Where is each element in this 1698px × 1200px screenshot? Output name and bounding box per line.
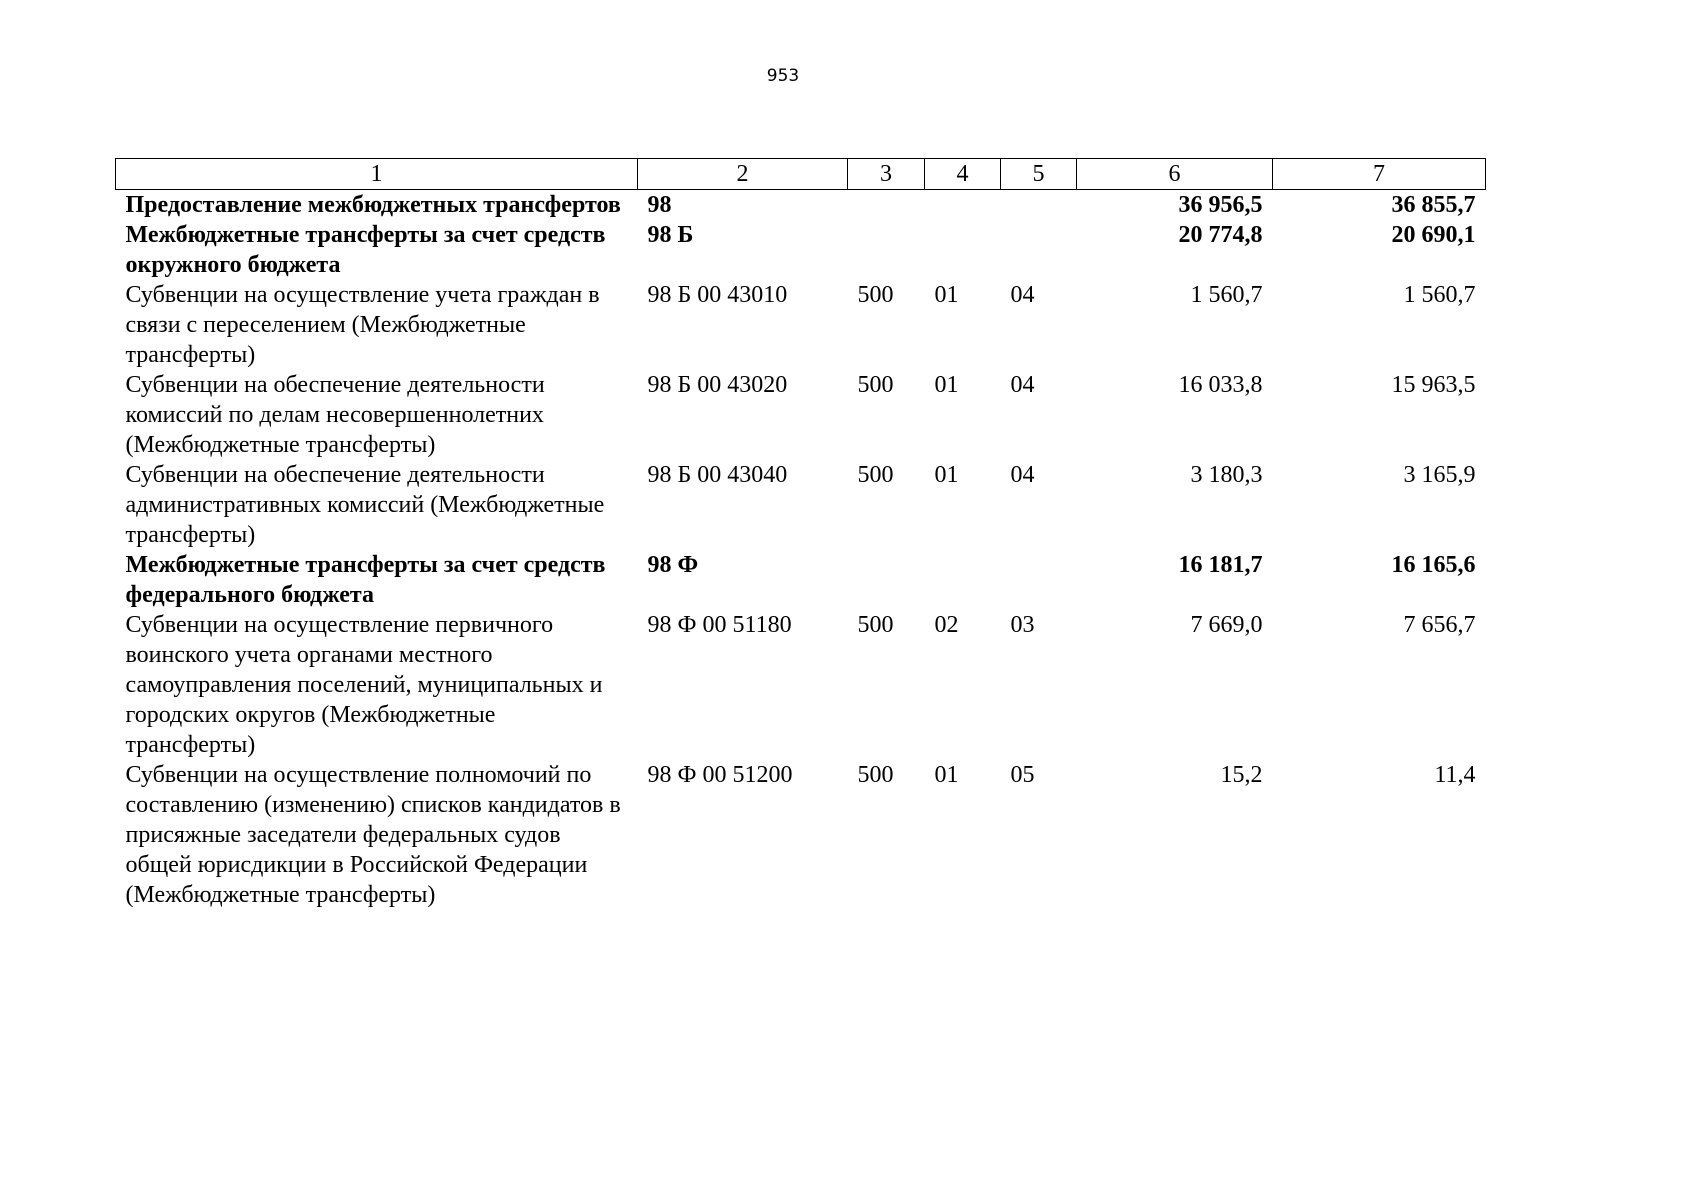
row-sum-1: 16 181,7: [1178, 552, 1263, 578]
row-sum-2: 20 690,1: [1391, 222, 1476, 248]
table-row: [116, 760, 1486, 910]
row-sum-2: 7 656,7: [1403, 612, 1476, 638]
row-pr: [1001, 220, 1077, 280]
row-name: Межбюджетные трансферты за счет средств окружного бюджета: [125, 222, 606, 278]
table-row: [116, 190, 1486, 221]
row-vr: [848, 190, 925, 221]
row-vr: [848, 550, 925, 610]
row-sum-2: 11,4: [1434, 762, 1476, 788]
row-code: 98 Б 00 43010: [647, 282, 788, 308]
row-name: Межбюджетные трансферты за счет средств федерального бюджета: [125, 552, 606, 608]
row-rz: [925, 220, 1001, 280]
row-rz: [925, 550, 1001, 610]
row-code: 98 Б 00 43020: [647, 372, 788, 398]
row-sum-1: 3 180,3: [1190, 462, 1263, 488]
column-header-3: 3: [848, 159, 925, 190]
row-name: Субвенции на осуществление первичного воинского учета органами местного самоуправления поселений, муниципальных и городских округов (Межбюджетные трансферты): [125, 612, 603, 758]
table-row: [116, 460, 1486, 550]
row-rz: 01: [934, 762, 959, 788]
row-pr: 04: [1010, 372, 1035, 398]
row-code: 98 Б: [647, 222, 694, 248]
row-vr: [848, 220, 925, 280]
row-pr: 05: [1010, 762, 1035, 788]
row-pr: 04: [1010, 462, 1035, 488]
row-sum-1: 7 669,0: [1190, 612, 1263, 638]
row-sum-1: 16 033,8: [1178, 372, 1263, 398]
row-code: 98 Ф 00 51180: [647, 612, 792, 638]
row-sum-1: 1 560,7: [1190, 282, 1263, 308]
row-name: Субвенции на обеспечение деятельности административных комиссий (Межбюджетные трансферты): [125, 462, 605, 548]
row-name: Субвенции на осуществление полномочий по составлению (изменению) списков кандидатов в присяжные заседатели федеральных судов общей юрисдикции в Российской Федерации (Межбюджетные трансферты): [125, 762, 621, 908]
page-number: 953: [766, 66, 800, 86]
row-name: Субвенции на осуществление учета граждан в связи с переселением (Межбюджетные трансферты): [125, 282, 600, 368]
row-rz: 01: [934, 372, 959, 398]
row-vr: 500: [857, 612, 894, 638]
table-row: [116, 220, 1486, 280]
column-header-5: 5: [1001, 159, 1077, 190]
table-header-row: [116, 159, 1486, 190]
row-sum-2: 1 560,7: [1403, 282, 1476, 308]
table-row: [116, 550, 1486, 610]
table-row: [116, 280, 1486, 370]
row-sum-2: 36 855,7: [1391, 192, 1476, 218]
row-code: 98: [647, 192, 672, 218]
column-header-4: 4: [925, 159, 1001, 190]
row-sum-1: 20 774,8: [1178, 222, 1263, 248]
row-pr: [1001, 190, 1077, 221]
column-header-2: 2: [638, 159, 848, 190]
row-sum-2: 3 165,9: [1403, 462, 1476, 488]
row-sum-1: 15,2: [1220, 762, 1263, 788]
row-sum-2: 16 165,6: [1391, 552, 1476, 578]
row-sum-1: 36 956,5: [1178, 192, 1263, 218]
column-header-1: 1: [116, 159, 638, 190]
budget-table: [115, 158, 1486, 910]
column-header-6: 6: [1077, 159, 1273, 190]
row-code: 98 Ф 00 51200: [647, 762, 793, 788]
row-sum-2: 15 963,5: [1391, 372, 1476, 398]
table-row: [116, 370, 1486, 460]
row-code: 98 Ф: [647, 552, 699, 578]
row-rz: 02: [934, 612, 959, 638]
row-pr: [1001, 550, 1077, 610]
column-header-7: 7: [1273, 159, 1486, 190]
row-code: 98 Б 00 43040: [647, 462, 788, 488]
row-vr: 500: [857, 282, 894, 308]
row-vr: 500: [857, 462, 894, 488]
row-rz: 01: [934, 462, 959, 488]
row-name: Субвенции на обеспечение деятельности комиссий по делам несовершеннолетних (Межбюджетные трансферты): [125, 372, 545, 458]
table-row: [116, 610, 1486, 760]
row-name: Предоставление межбюджетных трансфертов: [125, 192, 621, 218]
row-vr: 500: [857, 762, 894, 788]
row-pr: 04: [1010, 282, 1035, 308]
row-rz: 01: [934, 282, 959, 308]
row-vr: 500: [857, 372, 894, 398]
row-rz: [925, 190, 1001, 221]
row-pr: 03: [1010, 612, 1035, 638]
